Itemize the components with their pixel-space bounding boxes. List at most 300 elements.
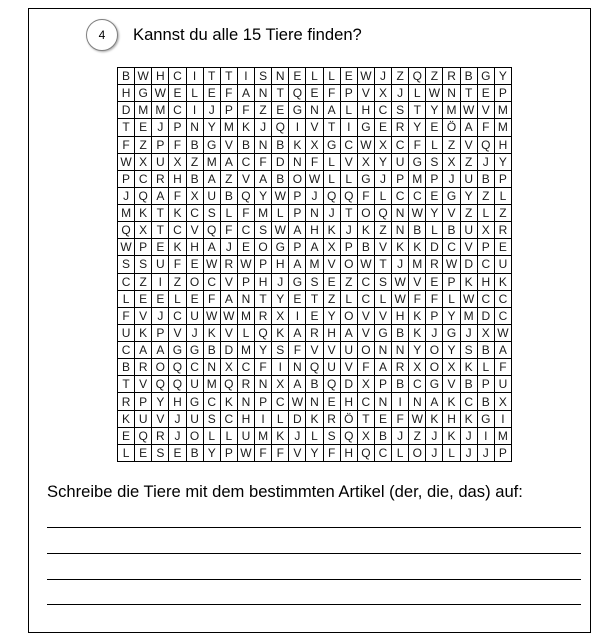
grid-cell: S	[426, 154, 443, 171]
grid-cell: D	[341, 376, 358, 393]
grid-cell: F	[255, 445, 272, 462]
grid-cell: N	[255, 137, 272, 154]
grid-cell: Z	[461, 154, 478, 171]
grid-cell: P	[255, 256, 272, 273]
grid-cell: Q	[135, 428, 152, 445]
grid-cell: E	[187, 291, 204, 308]
grid-cell: H	[324, 325, 341, 342]
grid-cell: L	[118, 291, 135, 308]
answer-line	[47, 527, 581, 528]
grid-cell: Q	[324, 188, 341, 205]
grid-cell: K	[272, 325, 289, 342]
grid-cell: U	[495, 256, 512, 273]
grid-cell: C	[187, 205, 204, 222]
grid-cell: K	[324, 222, 341, 239]
grid-cell: U	[152, 154, 169, 171]
grid-cell: Z	[375, 222, 392, 239]
grid-cell: K	[272, 428, 289, 445]
grid-cell: M	[409, 256, 426, 273]
grid-cell: V	[135, 308, 152, 325]
grid-cell: G	[426, 376, 443, 393]
grid-cell: Q	[341, 188, 358, 205]
grid-cell: E	[272, 102, 289, 119]
grid-cell: H	[118, 85, 135, 102]
grid-cell: W	[461, 102, 478, 119]
grid-cell: U	[118, 325, 135, 342]
grid-cell: T	[375, 256, 392, 273]
grid-cell: C	[341, 137, 358, 154]
grid-cell: K	[443, 393, 460, 410]
grid-cell: O	[341, 256, 358, 273]
grid-cell: W	[392, 291, 409, 308]
grid-cell: Q	[221, 376, 238, 393]
grid-cell: V	[221, 325, 238, 342]
grid-cell: M	[238, 342, 255, 359]
grid-cell: A	[461, 119, 478, 136]
grid-cell: K	[461, 274, 478, 291]
grid-cell: J	[461, 428, 478, 445]
grid-cell: F	[221, 222, 238, 239]
grid-cell: G	[204, 137, 221, 154]
grid-cell: U	[392, 154, 409, 171]
grid-cell: E	[135, 445, 152, 462]
grid-cell: B	[375, 428, 392, 445]
grid-cell: C	[443, 239, 460, 256]
grid-cell: E	[152, 291, 169, 308]
grid-cell: W	[358, 256, 375, 273]
grid-cell: Y	[255, 188, 272, 205]
grid-cell: J	[118, 188, 135, 205]
grid-cell: B	[272, 137, 289, 154]
grid-cell: J	[426, 445, 443, 462]
grid-cell: R	[495, 222, 512, 239]
grid-cell: Y	[426, 205, 443, 222]
grid-cell: G	[187, 393, 204, 410]
grid-cell: K	[461, 359, 478, 376]
grid-cell: T	[461, 85, 478, 102]
grid-cell: M	[238, 308, 255, 325]
grid-cell: N	[306, 102, 323, 119]
grid-cell: K	[461, 411, 478, 428]
grid-cell: S	[392, 102, 409, 119]
grid-cell: I	[341, 119, 358, 136]
grid-cell: I	[289, 308, 306, 325]
grid-cell: J	[169, 428, 186, 445]
grid-cell: A	[375, 359, 392, 376]
grid-cell: U	[495, 376, 512, 393]
grid-cell: E	[426, 274, 443, 291]
grid-cell: N	[255, 376, 272, 393]
grid-cell: L	[426, 137, 443, 154]
grid-cell: G	[478, 411, 495, 428]
grid-cell: F	[324, 445, 341, 462]
grid-cell: X	[478, 325, 495, 342]
grid-cell: P	[135, 393, 152, 410]
grid-cell: Q	[169, 376, 186, 393]
grid-cell: M	[255, 205, 272, 222]
grid-cell: G	[272, 239, 289, 256]
grid-cell: F	[409, 291, 426, 308]
grid-cell: Q	[118, 222, 135, 239]
grid-cell: W	[238, 445, 255, 462]
grid-cell: O	[289, 171, 306, 188]
grid-cell: Y	[324, 308, 341, 325]
grid-cell: N	[238, 291, 255, 308]
grid-cell: D	[478, 308, 495, 325]
grid-cell: C	[118, 274, 135, 291]
grid-cell: D	[118, 102, 135, 119]
grid-cell: T	[118, 119, 135, 136]
grid-cell: C	[187, 359, 204, 376]
grid-cell: U	[341, 342, 358, 359]
grid-cell: X	[135, 222, 152, 239]
grid-cell: J	[443, 171, 460, 188]
grid-cell: V	[375, 308, 392, 325]
grid-cell: E	[169, 85, 186, 102]
grid-cell: T	[221, 68, 238, 85]
grid-cell: C	[358, 291, 375, 308]
grid-cell: R	[118, 393, 135, 410]
grid-cell: F	[255, 359, 272, 376]
grid-cell: R	[152, 428, 169, 445]
grid-cell: B	[409, 222, 426, 239]
grid-cell: K	[238, 119, 255, 136]
grid-cell: R	[392, 359, 409, 376]
grid-cell: P	[152, 137, 169, 154]
grid-cell: S	[118, 256, 135, 273]
grid-cell: L	[204, 428, 221, 445]
grid-cell: V	[306, 342, 323, 359]
grid-cell: V	[324, 256, 341, 273]
grid-cell: M	[118, 205, 135, 222]
grid-cell: W	[461, 291, 478, 308]
grid-cell: Y	[461, 188, 478, 205]
grid-cell: A	[289, 222, 306, 239]
grid-cell: C	[392, 188, 409, 205]
grid-cell: J	[221, 239, 238, 256]
grid-cell: O	[358, 205, 375, 222]
grid-cell: C	[118, 342, 135, 359]
grid-cell: P	[426, 171, 443, 188]
grid-cell: M	[409, 171, 426, 188]
grid-cell: Q	[169, 359, 186, 376]
grid-cell: P	[392, 171, 409, 188]
grid-cell: E	[478, 85, 495, 102]
grid-cell: L	[187, 85, 204, 102]
grid-cell: I	[272, 359, 289, 376]
grid-cell: Ö	[341, 411, 358, 428]
grid-cell: F	[272, 445, 289, 462]
grid-cell: W	[204, 308, 221, 325]
grid-cell: B	[118, 359, 135, 376]
grid-cell: U	[238, 428, 255, 445]
grid-cell: U	[461, 171, 478, 188]
grid-cell: Z	[221, 171, 238, 188]
grid-cell: V	[341, 359, 358, 376]
grid-cell: H	[152, 68, 169, 85]
grid-cell: Q	[358, 445, 375, 462]
grid-cell: Y	[443, 342, 460, 359]
grid-cell: A	[289, 256, 306, 273]
grid-cell: W	[392, 274, 409, 291]
grid-cell: A	[324, 102, 341, 119]
grid-cell: F	[409, 137, 426, 154]
grid-cell: V	[289, 445, 306, 462]
grid-cell: U	[204, 188, 221, 205]
grid-cell: V	[169, 325, 186, 342]
grid-cell: N	[187, 119, 204, 136]
grid-cell: F	[221, 85, 238, 102]
grid-cell: C	[461, 393, 478, 410]
grid-cell: E	[306, 308, 323, 325]
grid-cell: A	[341, 325, 358, 342]
grid-cell: C	[375, 445, 392, 462]
grid-cell: C	[169, 308, 186, 325]
grid-cell: Z	[135, 274, 152, 291]
grid-cell: L	[443, 445, 460, 462]
grid-cell: H	[358, 102, 375, 119]
grid-cell: Z	[461, 205, 478, 222]
grid-cell: L	[272, 411, 289, 428]
grid-cell: T	[272, 85, 289, 102]
grid-cell: N	[289, 359, 306, 376]
grid-cell: A	[221, 291, 238, 308]
grid-cell: O	[187, 274, 204, 291]
grid-cell: X	[306, 137, 323, 154]
grid-cell: C	[478, 291, 495, 308]
grid-cell: U	[461, 222, 478, 239]
grid-cell: V	[461, 137, 478, 154]
grid-cell: O	[426, 342, 443, 359]
grid-cell: J	[478, 445, 495, 462]
grid-cell: Y	[204, 119, 221, 136]
grid-cell: W	[306, 171, 323, 188]
grid-cell: Z	[135, 137, 152, 154]
grid-cell: A	[255, 171, 272, 188]
grid-cell: C	[478, 256, 495, 273]
grid-cell: W	[135, 68, 152, 85]
grid-cell: V	[375, 239, 392, 256]
grid-cell: G	[169, 342, 186, 359]
grid-cell: N	[392, 222, 409, 239]
grid-cell: G	[358, 171, 375, 188]
grid-cell: Z	[495, 205, 512, 222]
grid-cell: G	[443, 325, 460, 342]
grid-cell: C	[204, 274, 221, 291]
grid-cell: G	[409, 154, 426, 171]
grid-cell: B	[392, 325, 409, 342]
grid-cell: B	[221, 188, 238, 205]
answer-line	[47, 553, 581, 554]
grid-cell: K	[409, 239, 426, 256]
grid-cell: G	[478, 68, 495, 85]
grid-cell: C	[409, 188, 426, 205]
grid-cell: K	[409, 325, 426, 342]
grid-cell: G	[443, 188, 460, 205]
grid-cell: F	[118, 308, 135, 325]
grid-cell: X	[358, 376, 375, 393]
grid-cell: H	[306, 222, 323, 239]
grid-cell: E	[152, 239, 169, 256]
grid-cell: Y	[375, 154, 392, 171]
grid-cell: J	[306, 188, 323, 205]
grid-cell: O	[187, 428, 204, 445]
grid-cell: O	[341, 308, 358, 325]
grid-cell: B	[443, 222, 460, 239]
grid-cell: H	[169, 171, 186, 188]
grid-cell: B	[204, 342, 221, 359]
grid-cell: M	[221, 119, 238, 136]
grid-cell: A	[204, 239, 221, 256]
grid-cell: N	[204, 359, 221, 376]
grid-cell: V	[152, 411, 169, 428]
grid-cell: X	[478, 222, 495, 239]
grid-cell: S	[324, 428, 341, 445]
grid-cell: C	[221, 411, 238, 428]
grid-cell: V	[358, 308, 375, 325]
answer-line	[47, 579, 581, 580]
grid-cell: M	[204, 154, 221, 171]
grid-cell: I	[238, 68, 255, 85]
grid-cell: B	[478, 171, 495, 188]
grid-cell: R	[443, 68, 460, 85]
grid-cell: E	[306, 85, 323, 102]
grid-cell: X	[443, 359, 460, 376]
grid-cell: L	[272, 205, 289, 222]
grid-cell: O	[409, 445, 426, 462]
grid-cell: E	[324, 274, 341, 291]
grid-cell: I	[495, 411, 512, 428]
grid-cell: J	[478, 154, 495, 171]
grid-cell: X	[272, 376, 289, 393]
grid-cell: L	[324, 68, 341, 85]
grid-cell: J	[187, 325, 204, 342]
grid-cell: M	[255, 428, 272, 445]
grid-cell: J	[341, 222, 358, 239]
grid-cell: A	[289, 376, 306, 393]
grid-cell: L	[341, 171, 358, 188]
grid-cell: H	[341, 393, 358, 410]
grid-cell: P	[495, 445, 512, 462]
grid-cell: P	[495, 171, 512, 188]
grid-cell: Z	[341, 274, 358, 291]
grid-cell: P	[289, 239, 306, 256]
grid-cell: W	[426, 85, 443, 102]
grid-cell: K	[204, 325, 221, 342]
grid-cell: X	[358, 428, 375, 445]
grid-cell: G	[375, 325, 392, 342]
grid-cell: H	[187, 239, 204, 256]
grid-cell: J	[272, 274, 289, 291]
grid-cell: X	[375, 137, 392, 154]
grid-cell: N	[272, 68, 289, 85]
grid-cell: X	[324, 239, 341, 256]
grid-cell: A	[135, 342, 152, 359]
grid-cell: X	[409, 359, 426, 376]
grid-cell: E	[135, 119, 152, 136]
grid-cell: Y	[409, 119, 426, 136]
grid-cell: H	[341, 445, 358, 462]
grid-cell: N	[392, 342, 409, 359]
grid-cell: Y	[426, 102, 443, 119]
grid-cell: S	[255, 68, 272, 85]
exercise-number: 4	[98, 28, 106, 42]
grid-cell: B	[187, 171, 204, 188]
grid-cell: F	[289, 342, 306, 359]
grid-cell: U	[152, 256, 169, 273]
grid-cell: L	[221, 428, 238, 445]
grid-cell: Q	[306, 359, 323, 376]
grid-cell: S	[135, 256, 152, 273]
grid-cell: X	[272, 308, 289, 325]
grid-cell: T	[341, 205, 358, 222]
grid-cell: S	[152, 445, 169, 462]
grid-cell: O	[426, 359, 443, 376]
grid-cell: W	[409, 205, 426, 222]
grid-cell: D	[461, 256, 478, 273]
grid-cell: D	[221, 342, 238, 359]
grid-cell: L	[341, 102, 358, 119]
grid-cell: L	[306, 68, 323, 85]
grid-cell: V	[221, 137, 238, 154]
grid-cell: M	[152, 102, 169, 119]
grid-cell: K	[169, 205, 186, 222]
grid-cell: Z	[324, 291, 341, 308]
grid-cell: A	[238, 85, 255, 102]
grid-cell: F	[255, 154, 272, 171]
grid-cell: P	[341, 85, 358, 102]
grid-cell: V	[324, 342, 341, 359]
grid-cell: F	[169, 137, 186, 154]
grid-cell: U	[187, 411, 204, 428]
grid-cell: G	[135, 85, 152, 102]
grid-cell: Y	[409, 342, 426, 359]
grid-cell: P	[375, 376, 392, 393]
grid-cell: A	[152, 342, 169, 359]
grid-cell: S	[255, 222, 272, 239]
grid-cell: F	[495, 359, 512, 376]
grid-cell: S	[272, 342, 289, 359]
grid-cell: R	[135, 359, 152, 376]
grid-cell: C	[238, 359, 255, 376]
grid-cell: M	[495, 428, 512, 445]
grid-cell: V	[443, 376, 460, 393]
grid-cell: E	[204, 85, 221, 102]
grid-cell: F	[169, 256, 186, 273]
grid-cell: E	[375, 411, 392, 428]
grid-cell: K	[392, 239, 409, 256]
grid-cell: V	[187, 222, 204, 239]
grid-cell: N	[375, 393, 392, 410]
grid-cell: L	[221, 205, 238, 222]
grid-cell: I	[289, 119, 306, 136]
grid-cell: B	[392, 376, 409, 393]
grid-cell: J	[392, 85, 409, 102]
grid-cell: Z	[255, 102, 272, 119]
grid-cell: Z	[392, 68, 409, 85]
grid-cell: Z	[169, 274, 186, 291]
grid-cell: B	[306, 376, 323, 393]
grid-cell: E	[289, 68, 306, 85]
grid-cell: B	[461, 376, 478, 393]
grid-cell: J	[426, 428, 443, 445]
grid-cell: L	[409, 85, 426, 102]
grid-cell: Y	[255, 342, 272, 359]
grid-cell: F	[118, 137, 135, 154]
grid-cell: Q	[152, 376, 169, 393]
grid-cell: C	[358, 393, 375, 410]
grid-cell: I	[392, 393, 409, 410]
